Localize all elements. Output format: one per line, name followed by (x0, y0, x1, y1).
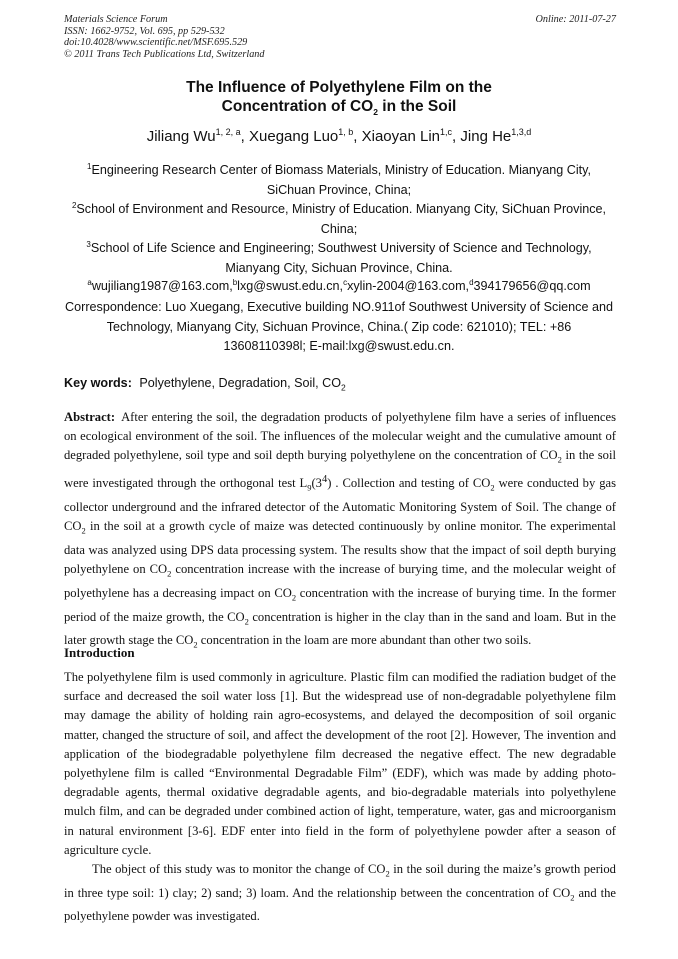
author: Xuegang Luo$^{1, b}$, (249, 127, 362, 145)
email-list (64, 273, 614, 297)
intro-paragraph-2: The object of this study was to monitor the change of $CO_2$ in the soil during the maize’s growth period in three type soil: 1) clay; 2) sand; 3) loam. And the relationship between the concentration of $CO_2$ and the polyethylene powder was investigated. (64, 862, 616, 924)
correspondence: Correspondence: Luo Xuegang, Executive building NO.911of Southwest University of Science and Technology, Mianyang City, Sichuan Province, China.( Zip code: 621010); TEL: +86 13608110398l; E-mail:lxg@swust.edu.cn. (65, 300, 613, 353)
affiliation-3: $^3$School of Life Science and Engineering; Southwest University of Science and Technology, Mianyang City, Sichuan Province, China. (86, 240, 592, 275)
issn-line: ISSN: 1662-9752, Vol. 695, pp 529-532 (64, 25, 225, 37)
email[interactable]: $^b$lxg@swust.edu.cn, (232, 278, 344, 294)
author: Xiaoyan Lin$^{1,c}$, (361, 127, 461, 145)
doi-line[interactable]: doi:10.4028/www.scientific.net/MSF.695.529 (64, 37, 248, 49)
email[interactable]: $^a$wujiliang1987@163.com, (87, 278, 233, 294)
copyright-line: © 2011 Trans Tech Publications Ltd, Switzerland (64, 48, 265, 60)
affiliation-2: $^2$School of Environment and Resource, Ministry of Education. Mianyang City, SiChuan Province, China; (71, 201, 607, 236)
affiliation-1: $^1$Engineering Research Center of Biomass Materials, Ministry of Education. Mianyang City, SiChuan Province, China; (87, 162, 591, 197)
abstract: Abstract: After entering the soil, the degradation products of polyethylene film have a series of influences on ecological environment of the soil. The influences of the molecular weight and the cumulative amount of degraded polyethylene, soil type and soil depth burying polyethylene on the concentration of $CO_2$ in the soil were investigated through the orthogonal test $L_9(3^4)$ . Collection and testing of $CO_2$ were conducted by gas collector underground and the infrared detector of the Automatic Monitoring System of Soil. The change of $CO_2$ in the soil at a growth cycle of maize was detected continuously by online monitor. The experimental data was analyzed using DPS data processing system. The results show that the impact of soil depth burying polyethylene on $CO_2$ concentration increase with the increase of burying time, and the molecular weight of polyethylene has a decreasing impact on $CO_2$ concentration with the increase of burying time. In the former period of the maize growth, the $CO_2$ concentration is higher in the clay than in the sand and loam. But in the later growth stage the $CO_2$ concentration in the loam are more abundant than other two soils. (64, 410, 616, 650)
title-line-1: The Influence of Polyethylene Film on the (186, 79, 492, 96)
author: Jiliang Wu$^{1, 2, a}$, (146, 127, 249, 145)
author-list (64, 122, 614, 147)
email[interactable]: $^d$394179656@qq.com (469, 278, 591, 294)
title-line-2: Concentration of $CO_2$ in the Soil (221, 98, 457, 118)
keywords-label: Key words: (64, 376, 132, 390)
journal-name: Materials Science Forum (64, 14, 168, 25)
paper-title (64, 78, 614, 122)
email[interactable]: $^c$xylin-2004@163.com, (343, 278, 470, 294)
keywords (64, 375, 616, 396)
section-heading-introduction: Introduction (64, 645, 135, 660)
abstract-label: Abstract: (64, 410, 116, 424)
journal-header (64, 14, 616, 60)
introduction-body (64, 668, 616, 927)
intro-paragraph-1: The polyethylene film is used commonly in agriculture. Plastic film can modified the radiation budget of the surface and decreased the soil water loss [1]. But the widespread use of non-degradable polyethylene film may damage the ability of holding rain agro-ecosystems, and delayed the decomposition of soil organic matter, changed the structure of soil, and affect the development of the root [2]. However, The invention and application of the biodegradable polyethylene film decreased the negative effect. The new degradable polyethylene film is called “Environmental Degradable Film” (EDF), which was made by adding photo-degradable agents, thermal oxidative degradable agents, and bio-degradable materials into polyethylene mulch film, and can be degraded under combined action of light, temperature, water, gas and microorganism in natural environment [3-6]. EDF enter into field in the form of polyethylene powder after a season of agriculture cycle. (64, 670, 616, 857)
author: Jing He$^{1,3,d}$ (460, 127, 532, 145)
keywords-text: Polyethylene, Degradation, Soil, $CO_2$ (139, 376, 346, 393)
online-date: Online: 2011-07-27 (535, 14, 616, 25)
